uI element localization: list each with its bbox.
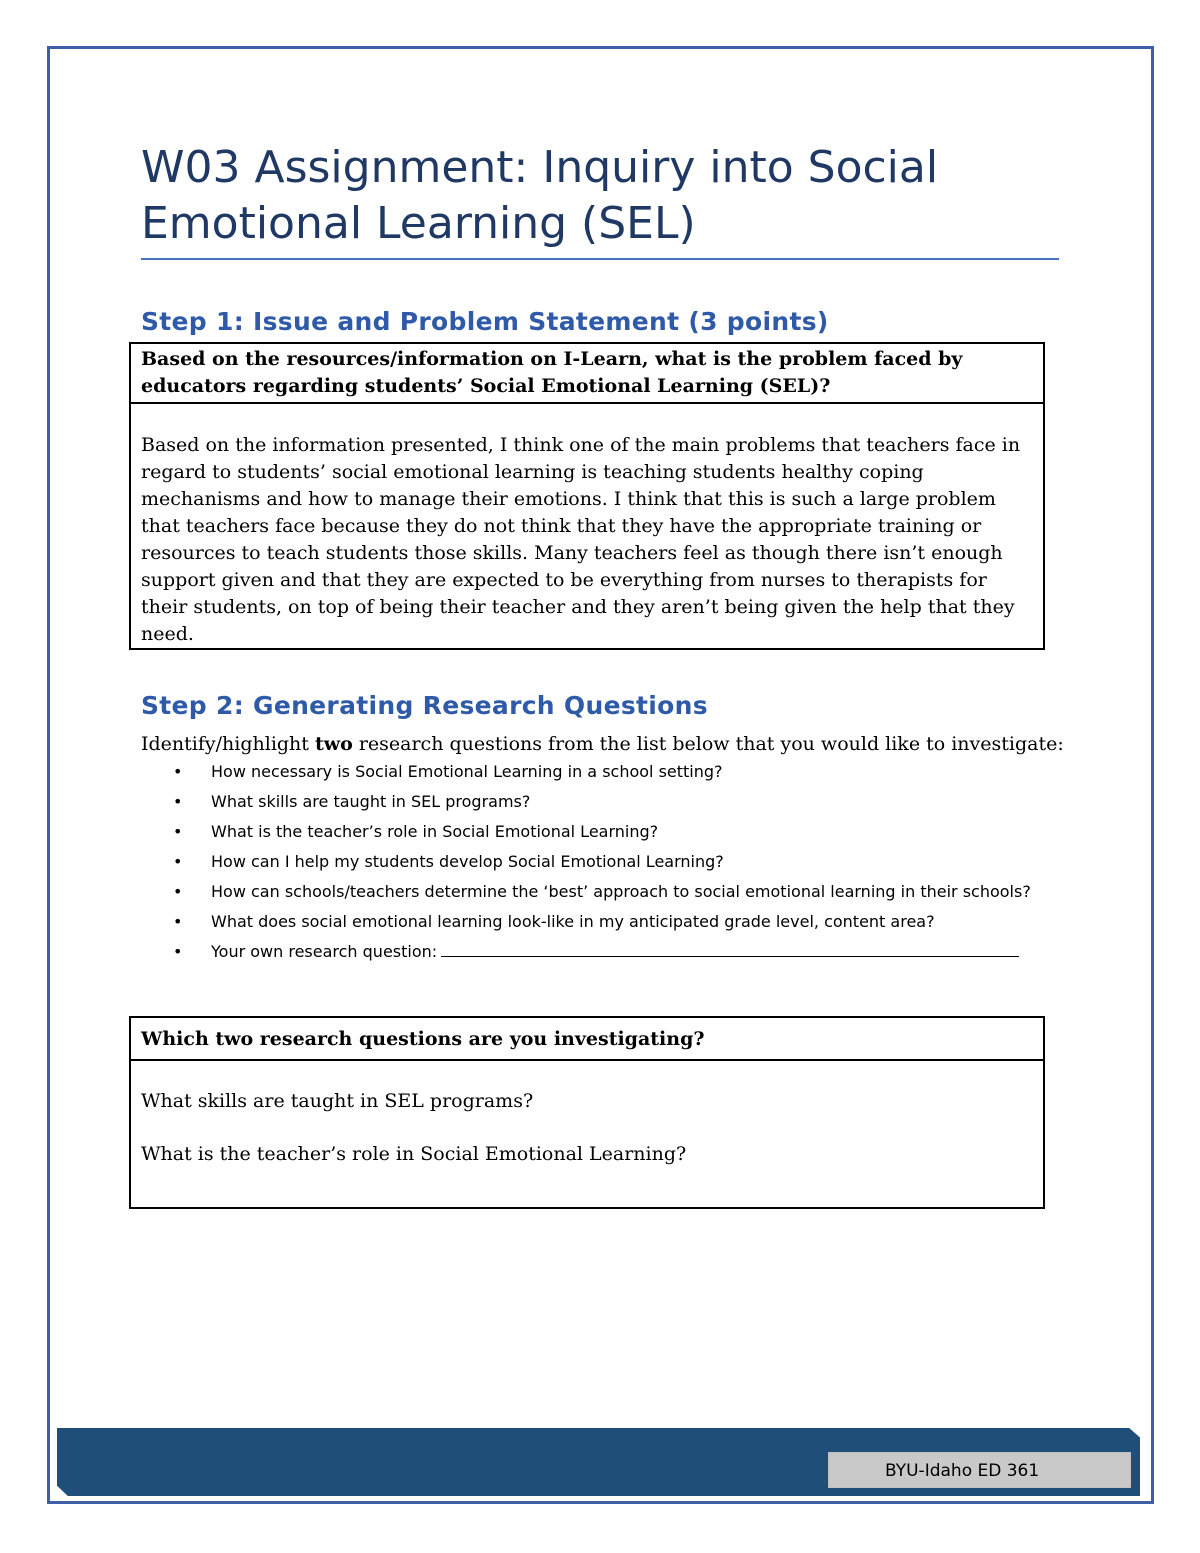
own-question-label: Your own research question: bbox=[211, 942, 438, 961]
step1-heading: Step 1: Issue and Problem Statement (3 points) bbox=[141, 307, 829, 336]
bullet-icon: • bbox=[173, 912, 183, 931]
step2-answer-cell[interactable] bbox=[130, 1060, 1044, 1208]
bullet-icon: • bbox=[173, 762, 183, 781]
bullet-icon: • bbox=[173, 792, 183, 811]
selected-question-1: What skills are taught in SEL programs? bbox=[141, 1090, 534, 1113]
list-item bbox=[141, 877, 1041, 907]
research-question: What does social emotional learning look-like in my anticipated grade level, content area? bbox=[211, 912, 935, 931]
list-item bbox=[141, 787, 1041, 817]
bullet-icon: • bbox=[173, 852, 183, 871]
title-divider bbox=[141, 258, 1059, 260]
step1-answer-cell[interactable] bbox=[130, 403, 1044, 649]
step1-answer-text: Based on the information presented, I think one of the main problems that teachers face in regard to students’ social emotional learning is teaching students healthy coping mechanisms and how to manage their emotions. I think that this is such a large problem that teachers face because they do not think that they have the appropriate training or resources to teach students those skills. Many teachers feel as though there isn’t enough support given and that they are expected to be everything from nurses to therapists for their students, on top of being their teacher and they aren’t being given the help that they need. bbox=[141, 434, 1021, 645]
instruction-text-end: research questions from the list below that you would like to investigate: bbox=[352, 733, 1064, 755]
step2-table-question: Which two research questions are you investigating? bbox=[130, 1017, 1044, 1060]
step1-question: Based on the resources/information on I-Learn, what is the problem faced by educators regarding students’ Social Emotional Learning (SEL)? bbox=[130, 343, 1044, 403]
footer-course-label: BYU-Idaho ED 361 bbox=[828, 1452, 1131, 1488]
research-question: What is the teacher’s role in Social Emotional Learning? bbox=[211, 822, 659, 841]
step2-table bbox=[129, 1016, 1045, 1209]
instruction-text-start: Identify/highlight bbox=[141, 733, 315, 755]
step1-table bbox=[129, 342, 1045, 650]
bullet-icon: • bbox=[173, 882, 183, 901]
page-title: W03 Assignment: Inquiry into Social Emotional Learning (SEL) bbox=[141, 142, 939, 249]
selected-question-2: What is the teacher’s role in Social Emotional Learning? bbox=[141, 1143, 687, 1166]
research-question: How can schools/teachers determine the ‘best’ approach to social emotional learning in their schools? bbox=[211, 882, 1031, 901]
list-item bbox=[141, 757, 1041, 787]
bullet-icon: • bbox=[173, 822, 183, 841]
own-question-blank[interactable] bbox=[441, 938, 1019, 957]
instruction-emphasis: two bbox=[314, 733, 353, 755]
list-item bbox=[141, 817, 1041, 847]
list-item bbox=[141, 907, 1041, 937]
list-item bbox=[141, 847, 1041, 877]
research-question: How can I help my students develop Social Emotional Learning? bbox=[211, 852, 724, 871]
bullet-icon: • bbox=[173, 942, 183, 961]
research-question: What skills are taught in SEL programs? bbox=[211, 792, 531, 811]
research-question: How necessary is Social Emotional Learning in a school setting? bbox=[211, 762, 723, 781]
step2-heading: Step 2: Generating Research Questions bbox=[141, 691, 708, 720]
research-question-list bbox=[141, 757, 1041, 967]
list-item bbox=[141, 937, 1041, 967]
step2-instruction bbox=[141, 731, 1064, 758]
